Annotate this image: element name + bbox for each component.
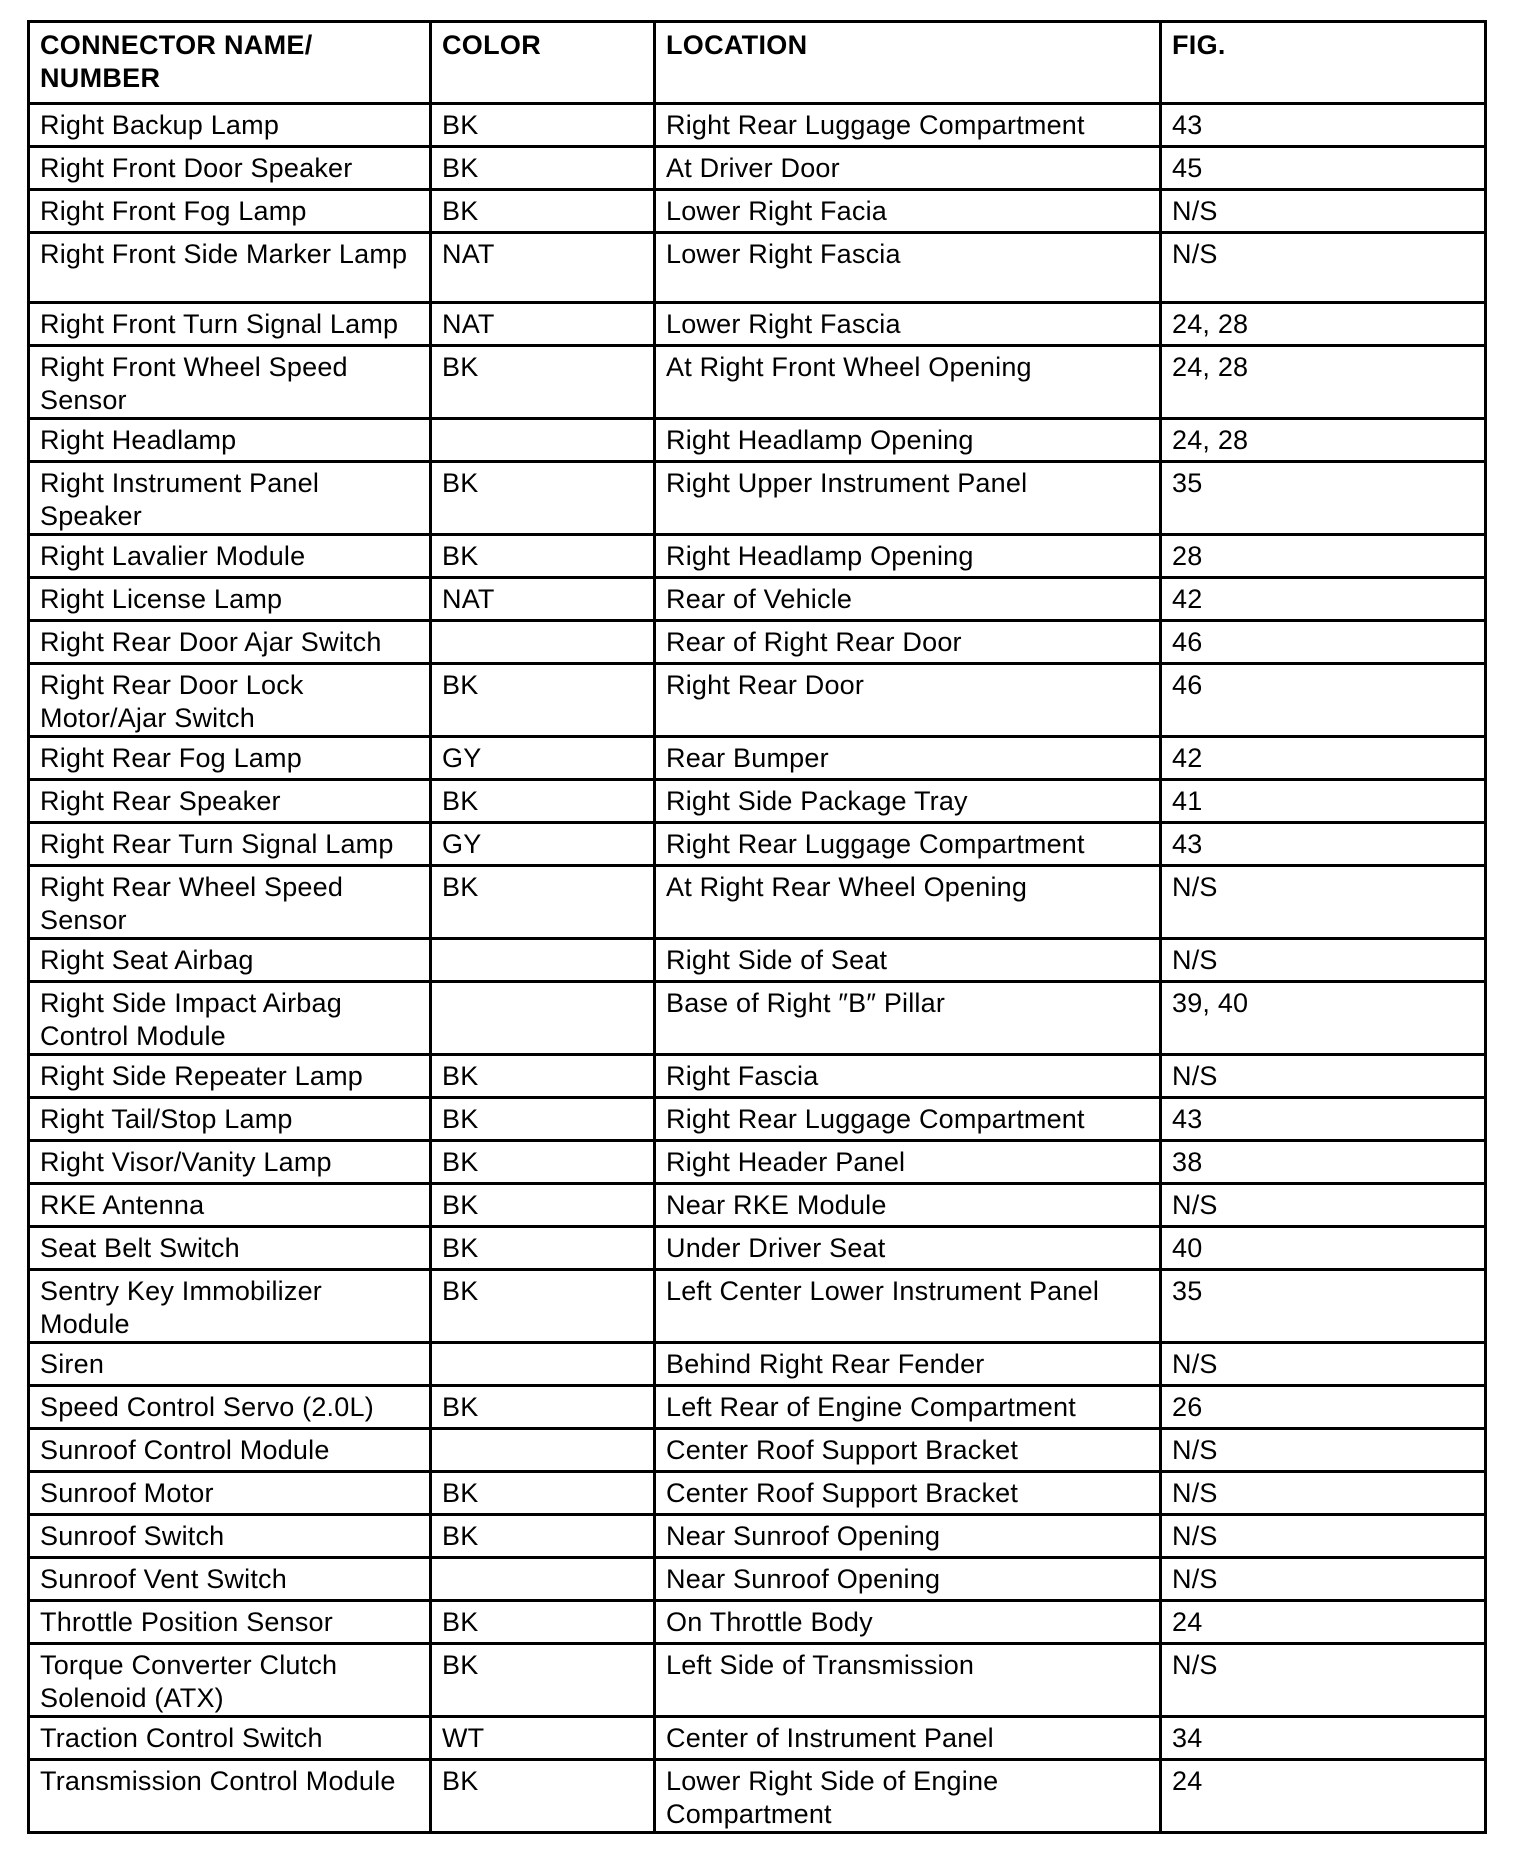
table-row bbox=[29, 233, 1486, 303]
cell-fig: 46 bbox=[1161, 664, 1486, 737]
cell-name: Right Seat Airbag bbox=[29, 939, 431, 982]
cell-location: Right Side Package Tray bbox=[655, 780, 1161, 823]
cell-fig: 24 bbox=[1161, 1601, 1486, 1644]
cell-name: Right Tail/Stop Lamp bbox=[29, 1098, 431, 1141]
cell-color: NAT bbox=[431, 303, 655, 346]
cell-fig: N/S bbox=[1161, 1558, 1486, 1601]
cell-location: Left Center Lower Instrument Panel bbox=[655, 1270, 1161, 1343]
cell-name: Right Side Impact Airbag Control Module bbox=[29, 982, 431, 1055]
cell-color: BK bbox=[431, 1515, 655, 1558]
header-location: LOCATION bbox=[655, 22, 1161, 104]
table-row bbox=[29, 1601, 1486, 1644]
table-row bbox=[29, 1055, 1486, 1098]
cell-name: Sunroof Control Module bbox=[29, 1429, 431, 1472]
cell-color: BK bbox=[431, 1141, 655, 1184]
cell-name: Right Rear Door Lock Motor/Ajar Switch bbox=[29, 664, 431, 737]
table-row bbox=[29, 1717, 1486, 1760]
cell-color: BK bbox=[431, 1227, 655, 1270]
table-row bbox=[29, 1558, 1486, 1601]
cell-fig: N/S bbox=[1161, 190, 1486, 233]
cell-location: Center Roof Support Bracket bbox=[655, 1472, 1161, 1515]
cell-color: WT bbox=[431, 1717, 655, 1760]
cell-location: Right Rear Door bbox=[655, 664, 1161, 737]
table-row bbox=[29, 737, 1486, 780]
cell-color: BK bbox=[431, 664, 655, 737]
cell-name: Siren bbox=[29, 1343, 431, 1386]
header-fig: FIG. bbox=[1161, 22, 1486, 104]
cell-name: Speed Control Servo (2.0L) bbox=[29, 1386, 431, 1429]
cell-color bbox=[431, 1343, 655, 1386]
cell-location: At Right Rear Wheel Opening bbox=[655, 866, 1161, 939]
table-row bbox=[29, 982, 1486, 1055]
table-row bbox=[29, 664, 1486, 737]
cell-color bbox=[431, 621, 655, 664]
cell-name: Sunroof Motor bbox=[29, 1472, 431, 1515]
cell-name: Right Front Turn Signal Lamp bbox=[29, 303, 431, 346]
cell-fig: 24, 28 bbox=[1161, 419, 1486, 462]
cell-location: Right Headlamp Opening bbox=[655, 419, 1161, 462]
cell-color: BK bbox=[431, 104, 655, 147]
table-body bbox=[29, 104, 1486, 1833]
header-color: COLOR bbox=[431, 22, 655, 104]
cell-location: Right Rear Luggage Compartment bbox=[655, 823, 1161, 866]
cell-location: Right Fascia bbox=[655, 1055, 1161, 1098]
cell-color: BK bbox=[431, 1270, 655, 1343]
table-row bbox=[29, 1515, 1486, 1558]
cell-name: Right Rear Turn Signal Lamp bbox=[29, 823, 431, 866]
cell-fig: 41 bbox=[1161, 780, 1486, 823]
table-row bbox=[29, 1760, 1486, 1833]
cell-name: Right Side Repeater Lamp bbox=[29, 1055, 431, 1098]
cell-fig: 24 bbox=[1161, 1760, 1486, 1833]
cell-fig: 24, 28 bbox=[1161, 303, 1486, 346]
cell-name: Right Rear Speaker bbox=[29, 780, 431, 823]
cell-color: GY bbox=[431, 823, 655, 866]
table-row bbox=[29, 535, 1486, 578]
cell-fig: 28 bbox=[1161, 535, 1486, 578]
cell-fig: 46 bbox=[1161, 621, 1486, 664]
cell-color: NAT bbox=[431, 578, 655, 621]
cell-color bbox=[431, 1558, 655, 1601]
cell-color: BK bbox=[431, 1760, 655, 1833]
cell-location: Rear Bumper bbox=[655, 737, 1161, 780]
table-row bbox=[29, 1429, 1486, 1472]
cell-color: BK bbox=[431, 1472, 655, 1515]
cell-location: Left Rear of Engine Compartment bbox=[655, 1386, 1161, 1429]
cell-color: BK bbox=[431, 147, 655, 190]
cell-location: Near RKE Module bbox=[655, 1184, 1161, 1227]
table-row bbox=[29, 419, 1486, 462]
cell-fig: N/S bbox=[1161, 866, 1486, 939]
cell-location: Right Side of Seat bbox=[655, 939, 1161, 982]
cell-color: BK bbox=[431, 866, 655, 939]
cell-color: GY bbox=[431, 737, 655, 780]
cell-name: Right Front Door Speaker bbox=[29, 147, 431, 190]
table-row bbox=[29, 621, 1486, 664]
cell-name: Traction Control Switch bbox=[29, 1717, 431, 1760]
cell-location: Lower Right Fascia bbox=[655, 233, 1161, 303]
cell-location: At Right Front Wheel Opening bbox=[655, 346, 1161, 419]
cell-name: Right Rear Door Ajar Switch bbox=[29, 621, 431, 664]
cell-color: BK bbox=[431, 1098, 655, 1141]
cell-name: Sentry Key Immobilizer Module bbox=[29, 1270, 431, 1343]
cell-name: Right Visor/Vanity Lamp bbox=[29, 1141, 431, 1184]
cell-name: Right Front Fog Lamp bbox=[29, 190, 431, 233]
cell-location: Center Roof Support Bracket bbox=[655, 1429, 1161, 1472]
cell-fig: N/S bbox=[1161, 1644, 1486, 1717]
cell-location: Right Headlamp Opening bbox=[655, 535, 1161, 578]
cell-location: Right Rear Luggage Compartment bbox=[655, 104, 1161, 147]
cell-fig: N/S bbox=[1161, 1184, 1486, 1227]
cell-name: Right Rear Fog Lamp bbox=[29, 737, 431, 780]
cell-location: Lower Right Fascia bbox=[655, 303, 1161, 346]
header-connector-name: CONNECTOR NAME/ NUMBER bbox=[29, 22, 431, 104]
cell-location: Right Rear Luggage Compartment bbox=[655, 1098, 1161, 1141]
cell-location: Near Sunroof Opening bbox=[655, 1515, 1161, 1558]
cell-color: NAT bbox=[431, 233, 655, 303]
cell-location: Rear of Vehicle bbox=[655, 578, 1161, 621]
cell-name: Right Headlamp bbox=[29, 419, 431, 462]
cell-fig: 24, 28 bbox=[1161, 346, 1486, 419]
table-row bbox=[29, 823, 1486, 866]
cell-name: Right Instrument Panel Speaker bbox=[29, 462, 431, 535]
cell-name: Seat Belt Switch bbox=[29, 1227, 431, 1270]
cell-location: Lower Right Facia bbox=[655, 190, 1161, 233]
cell-name: Transmission Control Module bbox=[29, 1760, 431, 1833]
cell-color bbox=[431, 1429, 655, 1472]
cell-color: BK bbox=[431, 1055, 655, 1098]
cell-fig: 35 bbox=[1161, 1270, 1486, 1343]
cell-location: Rear of Right Rear Door bbox=[655, 621, 1161, 664]
table-row bbox=[29, 1184, 1486, 1227]
cell-fig: 43 bbox=[1161, 1098, 1486, 1141]
table-row bbox=[29, 780, 1486, 823]
table-row bbox=[29, 866, 1486, 939]
cell-fig: N/S bbox=[1161, 939, 1486, 982]
cell-fig: 35 bbox=[1161, 462, 1486, 535]
cell-name: Right Rear Wheel Speed Sensor bbox=[29, 866, 431, 939]
cell-location: Center of Instrument Panel bbox=[655, 1717, 1161, 1760]
cell-color: BK bbox=[431, 780, 655, 823]
table-row bbox=[29, 462, 1486, 535]
cell-color: BK bbox=[431, 1184, 655, 1227]
cell-color: BK bbox=[431, 1644, 655, 1717]
cell-color: BK bbox=[431, 190, 655, 233]
table-row bbox=[29, 1644, 1486, 1717]
cell-name: Right Lavalier Module bbox=[29, 535, 431, 578]
cell-name: RKE Antenna bbox=[29, 1184, 431, 1227]
cell-fig: 34 bbox=[1161, 1717, 1486, 1760]
cell-fig: 39, 40 bbox=[1161, 982, 1486, 1055]
table-row bbox=[29, 104, 1486, 147]
table-row bbox=[29, 303, 1486, 346]
table-row bbox=[29, 147, 1486, 190]
table-row bbox=[29, 1227, 1486, 1270]
cell-location: Behind Right Rear Fender bbox=[655, 1343, 1161, 1386]
cell-location: Right Upper Instrument Panel bbox=[655, 462, 1161, 535]
cell-location: Base of Right ″B″ Pillar bbox=[655, 982, 1161, 1055]
table-row bbox=[29, 1270, 1486, 1343]
cell-color: BK bbox=[431, 535, 655, 578]
cell-fig: 26 bbox=[1161, 1386, 1486, 1429]
table-row bbox=[29, 1472, 1486, 1515]
cell-fig: 38 bbox=[1161, 1141, 1486, 1184]
cell-fig: 42 bbox=[1161, 737, 1486, 780]
cell-name: Throttle Position Sensor bbox=[29, 1601, 431, 1644]
connector-table bbox=[27, 20, 1487, 1834]
cell-fig: N/S bbox=[1161, 233, 1486, 303]
cell-fig: 43 bbox=[1161, 104, 1486, 147]
table-row bbox=[29, 1343, 1486, 1386]
table-row bbox=[29, 1098, 1486, 1141]
cell-color: BK bbox=[431, 462, 655, 535]
cell-color: BK bbox=[431, 346, 655, 419]
cell-color: BK bbox=[431, 1601, 655, 1644]
cell-fig: N/S bbox=[1161, 1055, 1486, 1098]
table-row bbox=[29, 346, 1486, 419]
table-row bbox=[29, 939, 1486, 982]
cell-name: Torque Converter Clutch Solenoid (ATX) bbox=[29, 1644, 431, 1717]
cell-fig: 42 bbox=[1161, 578, 1486, 621]
cell-location: Left Side of Transmission bbox=[655, 1644, 1161, 1717]
cell-name: Right Backup Lamp bbox=[29, 104, 431, 147]
table-row bbox=[29, 190, 1486, 233]
cell-location: Near Sunroof Opening bbox=[655, 1558, 1161, 1601]
cell-color bbox=[431, 982, 655, 1055]
cell-fig: 43 bbox=[1161, 823, 1486, 866]
header-row bbox=[29, 22, 1486, 104]
cell-location: Right Header Panel bbox=[655, 1141, 1161, 1184]
cell-color bbox=[431, 419, 655, 462]
cell-fig: 40 bbox=[1161, 1227, 1486, 1270]
cell-name: Sunroof Vent Switch bbox=[29, 1558, 431, 1601]
cell-location: On Throttle Body bbox=[655, 1601, 1161, 1644]
cell-fig: N/S bbox=[1161, 1343, 1486, 1386]
cell-color: BK bbox=[431, 1386, 655, 1429]
cell-fig: N/S bbox=[1161, 1472, 1486, 1515]
cell-fig: 45 bbox=[1161, 147, 1486, 190]
cell-color bbox=[431, 939, 655, 982]
cell-location: Under Driver Seat bbox=[655, 1227, 1161, 1270]
cell-fig: N/S bbox=[1161, 1515, 1486, 1558]
cell-name: Right Front Wheel Speed Sensor bbox=[29, 346, 431, 419]
cell-name: Sunroof Switch bbox=[29, 1515, 431, 1558]
cell-location: Lower Right Side of Engine Compartment bbox=[655, 1760, 1161, 1833]
table-row bbox=[29, 1141, 1486, 1184]
table-row bbox=[29, 578, 1486, 621]
cell-name: Right Front Side Marker Lamp bbox=[29, 233, 431, 303]
cell-name: Right License Lamp bbox=[29, 578, 431, 621]
cell-location: At Driver Door bbox=[655, 147, 1161, 190]
table-row bbox=[29, 1386, 1486, 1429]
cell-fig: N/S bbox=[1161, 1429, 1486, 1472]
